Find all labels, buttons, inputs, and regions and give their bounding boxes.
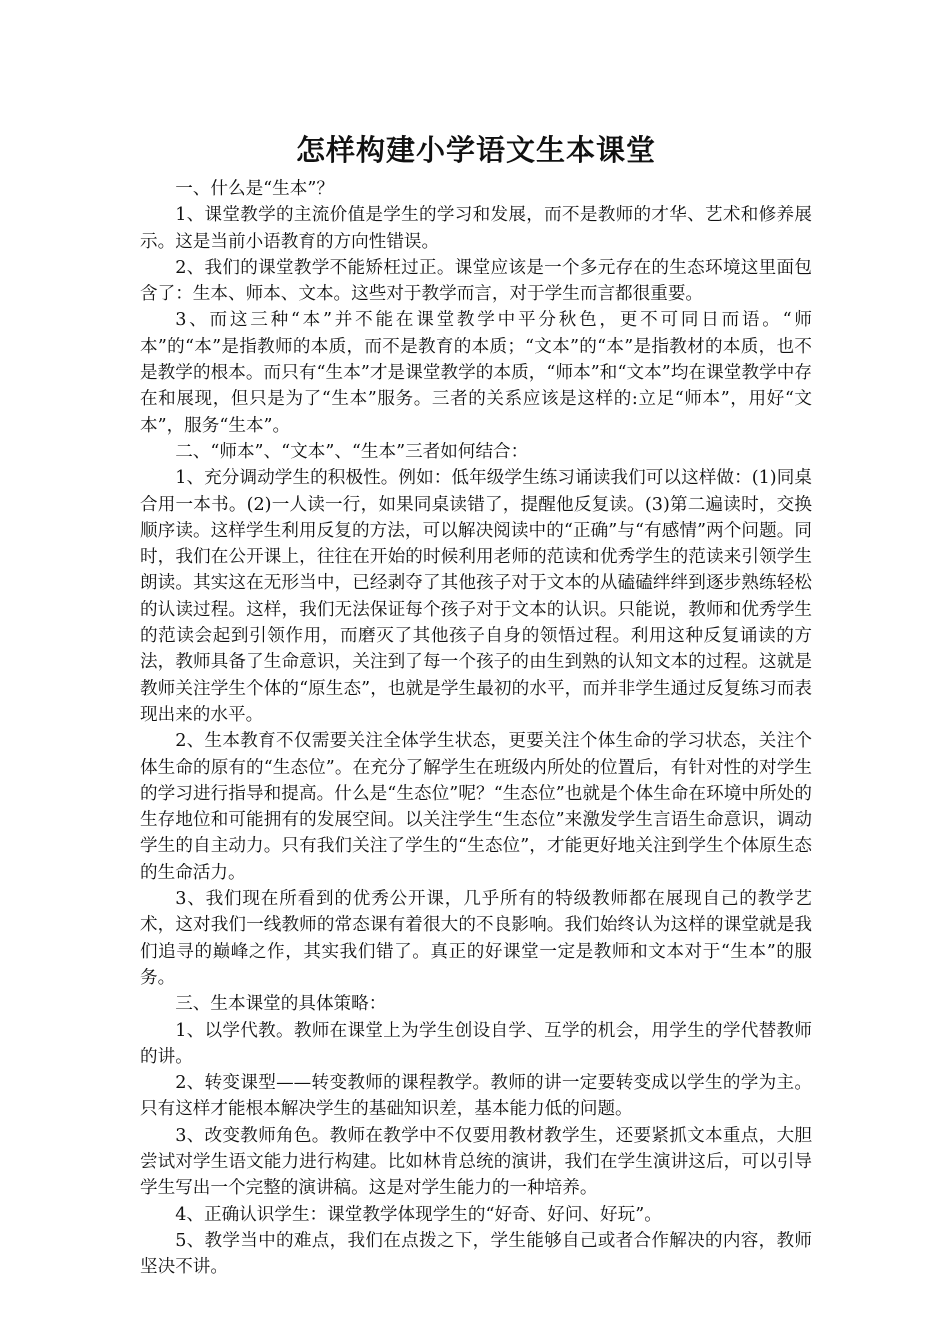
paragraph: 3、而这三种“本”并不能在课堂教学中平分秋色，更不可同日而语。“师本”的“本”是指教师的本质，而不是教育的本质；“文本”的“本”是指教材的本质，也不是教学的根本。而只有“生本”才是课堂教学的本质，“师本”和“文本”均在课堂教学中存在和展现，但只是为了“生本”服务。三者的关系应该是这样的:立足“师本”，用好“文本”，服务“生本”。 bbox=[140, 310, 812, 436]
section-heading-3: 三、生本课堂的具体策略： bbox=[175, 994, 387, 1015]
paragraph: 2、生本教育不仅需要关注全体学生状态，更要关注个体生命的学习状态，关注个体生命的原有的“生态位”。在充分了解学生在班级内所处的位置后，有针对性的对学生的学习进行指导和提高。什么是“生态位”呢？“生态位”也就是个体生命在环境中所处的生存地位和可能拥有的发展空间。以关注学生“生态位”来激发学生言语生命意识，调动学生的自主动力。只有我们关注了学生的“生态位”，才能更好地关注到学生个体原生态的生命活力。 bbox=[140, 731, 812, 883]
paragraph: 3、改变教师角色。教师在教学中不仅要用教材教学生，还要紧抓文本重点，大胆尝试对学生语文能力进行构建。比如林肯总统的演讲，我们在学生演讲这后，可以引导学生写出一个完整的演讲稿。这是对学生能力的一种培养。 bbox=[140, 1125, 812, 1199]
paragraph: 3、我们现在所看到的优秀公开课，几乎所有的特级教师都在展现自己的教学艺术，这对我们一线教师的常态课有着很大的不良影响。我们始终认为这样的课堂就是我们追寻的巅峰之作，其实我们错了。真正的好课堂一定是教师和文本对于“生本”的服务。 bbox=[140, 889, 812, 988]
paragraph: 4、正确认识学生：课堂教学体现学生的“好奇、好问、好玩”。 bbox=[175, 1204, 662, 1225]
paragraph: 2、转变课型——转变教师的课程教学。教师的讲一定要转变成以学生的学为主。只有这样才能根本解决学生的基础知识差，基本能力低的问题。 bbox=[140, 1073, 812, 1120]
paragraph: 1、以学代教。教师在课堂上为学生创设自学、互学的机会，用学生的学代替教师的讲。 bbox=[140, 1020, 812, 1067]
paragraph: 1、课堂教学的主流价值是学生的学习和发展，而不是教师的才华、艺术和修养展示。这是当前小语教育的方向性错误。 bbox=[140, 205, 812, 252]
paragraph: 1、充分调动学生的积极性。例如：低年级学生练习诵读我们可以这样做：(1)同桌合用一本书。(2)一人读一行，如果同桌读错了，提醒他反复读。(3)第二遍读时，交换顺序读。这样学生利用反复的方法，可以解决阅读中的“正确”与“有感情”两个问题。同时，我们在公开课上，往往在开始的时候利用老师的范读和优秀学生的范读来引领学生朗读。其实这在无形当中，已经剥夺了其他孩子对于文本的从磕磕绊绊到逐步熟练轻松的认读过程。这样，我们无法保证每个孩子对于文本的认识。只能说，教师和优秀学生的范读会起到引领作用，而磨灭了其他孩子自身的领悟过程。利用这种反复诵读的方法，教师具备了生命意识，关注到了每一个孩子的由生到熟的认知文本的过程。这就是教师关注学生个体的“原生态”，也就是学生最初的水平，而并非学生通过反复练习而表现出来的水平。 bbox=[140, 468, 812, 725]
section-heading-1: 一、什么是“生本”？ bbox=[175, 179, 334, 199]
section-heading-2: 二、“师本”、“文本”、“生本”三者如何结合： bbox=[175, 441, 529, 462]
document-body bbox=[140, 128, 812, 1280]
document-title: 怎样构建小学语文生本课堂 bbox=[295, 133, 656, 167]
paragraph: 5、教学当中的难点，我们在点拨之下，学生能够自己或者合作解决的内容，教师坚决不讲。 bbox=[140, 1230, 812, 1278]
paragraph: 2、我们的课堂教学不能矫枉过正。课堂应该是一个多元存在的生态环境这里面包含了：生本、师本、文本。这些对于教学而言，对于学生而言都很重要。 bbox=[140, 257, 812, 305]
